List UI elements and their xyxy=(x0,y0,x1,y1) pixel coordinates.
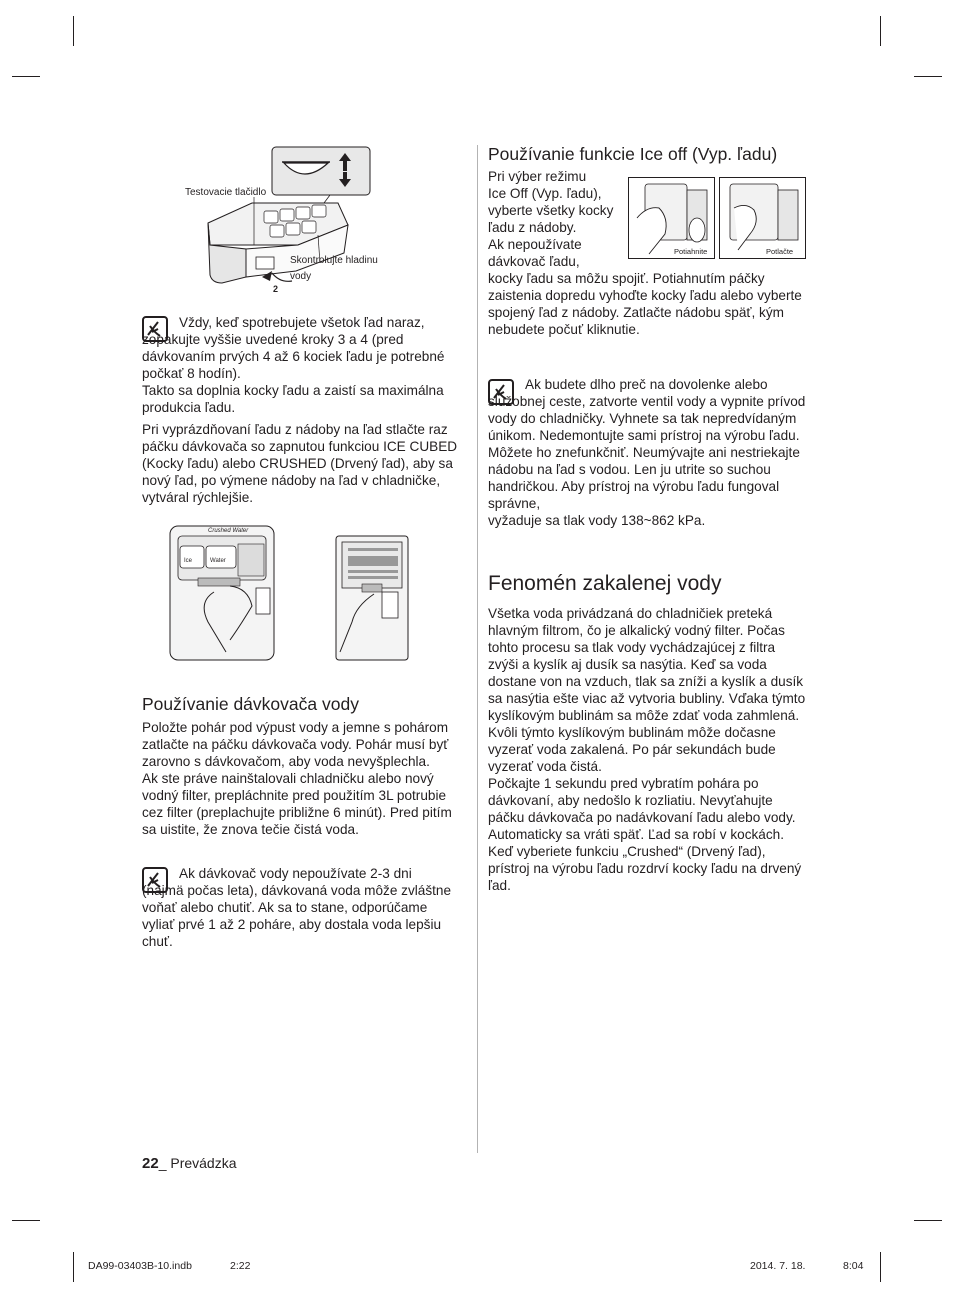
dispenser-illustration xyxy=(168,522,412,664)
label-pull: Potiahnite xyxy=(674,247,708,256)
panel-title: Crushed Water xyxy=(208,528,249,534)
ice-off-rest: kocky ľadu sa môžu spojiť. Potiahnutím páčky zaistenia dopredu vyhoďte kocky ľadu alebo vyberte spojený ľad z nádoby. Zatlačte nádobu späť, kým nebudete počuť kliknutie. xyxy=(488,271,802,337)
water-dispenser-para-2: Ak ste práve nainštalovali chladničku alebo nový vodný filter, prepláchnite pred použitím 3L potrubie cez filter (preplachujte približne 6 minút). Pred pitím sa uistite, že znova tečie čistá voda. xyxy=(142,771,452,837)
crop-mark xyxy=(914,1220,942,1221)
ice-bin-pull-image xyxy=(628,177,715,259)
crop-mark xyxy=(12,1220,40,1221)
heading-cloudy-water: Fenomén zakalenej vody xyxy=(488,572,722,595)
label-check-water: Skontrolujte hladinu vody xyxy=(290,255,378,282)
column-divider xyxy=(477,145,478,1153)
step-number: 2 xyxy=(273,284,279,294)
ice-off-narrow-text xyxy=(488,168,628,270)
cloudy-water-para-3: Keď vyberiete funkciu „Crushed“ (Drvený ľad), prístroj na výrobu ľadu rozdrví kocky ľadu na drvený ľad. xyxy=(488,844,802,893)
label-test-button: Testovacie tlačidlo xyxy=(185,187,267,198)
crop-mark xyxy=(12,76,40,77)
ice-off-line: dávkovač ľadu, xyxy=(488,254,580,269)
ice-maker-illustration xyxy=(180,145,410,305)
ice-button: Ice xyxy=(184,558,193,564)
note-3 xyxy=(488,376,810,529)
ice-off-line: vyberte všetky kocky xyxy=(488,203,614,218)
water-dispenser-text xyxy=(142,719,467,838)
file-name: DA99-03403B-10.indb xyxy=(88,1260,192,1272)
ice-off-line: ľadu z nádoby. xyxy=(488,220,577,235)
water-button: Water xyxy=(210,558,226,564)
ice-bin-push-image xyxy=(719,177,806,259)
print-date: 2014. 7. 18. xyxy=(750,1260,806,1272)
ice-off-line: Ak nepoužívate xyxy=(488,237,582,252)
label-push: Potlačte xyxy=(766,247,794,256)
water-dispenser-para-1: Položte pohár pod výpust vody a jemne s pohárom zatlačte na páčku dávkovača vody. Pohár musí byť zarovno s dávkovačom, aby voda nevyšplechla. xyxy=(142,720,449,769)
cloudy-water-text xyxy=(488,605,806,894)
ice-off-line: Ice Off (Vyp. ľadu), xyxy=(488,186,602,201)
ice-off-line: Pri výber režimu xyxy=(488,169,587,184)
crop-mark xyxy=(880,16,881,46)
heading-water-dispenser: Používanie dávkovača vody xyxy=(142,694,359,714)
print-time: 8:04 xyxy=(843,1260,864,1272)
cloudy-water-para-1: Všetka voda privádzaná do chladničiek preteká hlavným filtrom, čo je alkalický vodný filter. Počas tohto procesu sa tlak vody vychádzajúcej z filtra zvýši a kyslík aj dusík sa nasýtia. Keď sa voda dostane von na vzduch, tlak sa zníži a kyslík a dusík sa nasýtia ešte viac až vytvoria bubliny. Vďaka týmto kyslíkovým bublinám sa môže zdať voda zahmlená. Kvôli týmto kyslíkovým bublinám môže dočasne vyzerať voda zakalená. Po pár sekundách bude vyzerať voda čistá. xyxy=(488,606,806,774)
note-2-text: Ak dávkovač vody nepoužívate 2-3 dni (najmä počas leta), dávkovaná voda môže zvláštne voňať alebo chutiť. Ak sa to stane, odporúčame vyliať prvé 1 až 2 poháre, aby dostala voda lepšiu chuť. xyxy=(142,866,452,949)
crop-mark xyxy=(73,16,74,46)
note-1-text-2: Takto sa doplnia kocky ľadu a zaistí sa maximálna produkcia ľadu. xyxy=(142,383,444,415)
note-1 xyxy=(142,314,467,416)
page-footer xyxy=(142,1155,237,1172)
cloudy-water-para-2: Počkajte 1 sekundu pred vybratím pohára po dávkovaní, aby nedošlo k rozliatiu. Nevyťahujte páčku dávkovača po nadávkovaní ľadu alebo vody. Automaticky sa vráti späť. Ľad sa robí v kockách. xyxy=(488,776,796,842)
note-3-text: Ak budete dlho preč na dovolenke alebo služobnej ceste, zatvorte ventil vody a vypnite prívod vody do chladničky. Vyhnete sa tak nepredvídaným únikom. Nedemontujte sami prístroj na výrobu ľadu. Môžete ho znefunkčniť. Neumývajte ani nestriekajte nádobu na ľad s vodou. Len ju utrite so suchou handričkou. Aby prístroj na výrobu ľadu fungoval správne, xyxy=(488,377,806,511)
page-ref: 2:22 xyxy=(230,1260,251,1272)
note-1-text: Vždy, keď spotrebujete všetok ľad naraz, zopakujte vyššie uvedené kroky 3 a 4 (pred dávkovaním prvých 4 až 6 kociek ľadu je potrebné počkať 8 hodín). xyxy=(142,315,445,381)
note-3-pressure: vyžaduje sa tlak vody 138~862 kPa. xyxy=(488,513,706,528)
crop-mark xyxy=(73,1252,74,1282)
crop-mark xyxy=(914,76,942,77)
crop-mark xyxy=(880,1252,881,1282)
page-number: 22 xyxy=(142,1155,159,1172)
section-name: _ Prevádzka xyxy=(158,1155,237,1171)
paragraph-ice-empty: Pri vyprázdňovaní ľadu z nádoby na ľad stlačte raz páčku dávkovača so zapnutou funkciou ICE CUBED (Kocky ľadu) alebo CRUSHED (Drvený ľad), aby sa nový ľad, po výmene nádoby na ľad v chladničke, vytváral rýchlejšie. xyxy=(142,422,458,505)
heading-ice-off: Používanie funkcie Ice off (Vyp. ľadu) xyxy=(488,144,778,164)
